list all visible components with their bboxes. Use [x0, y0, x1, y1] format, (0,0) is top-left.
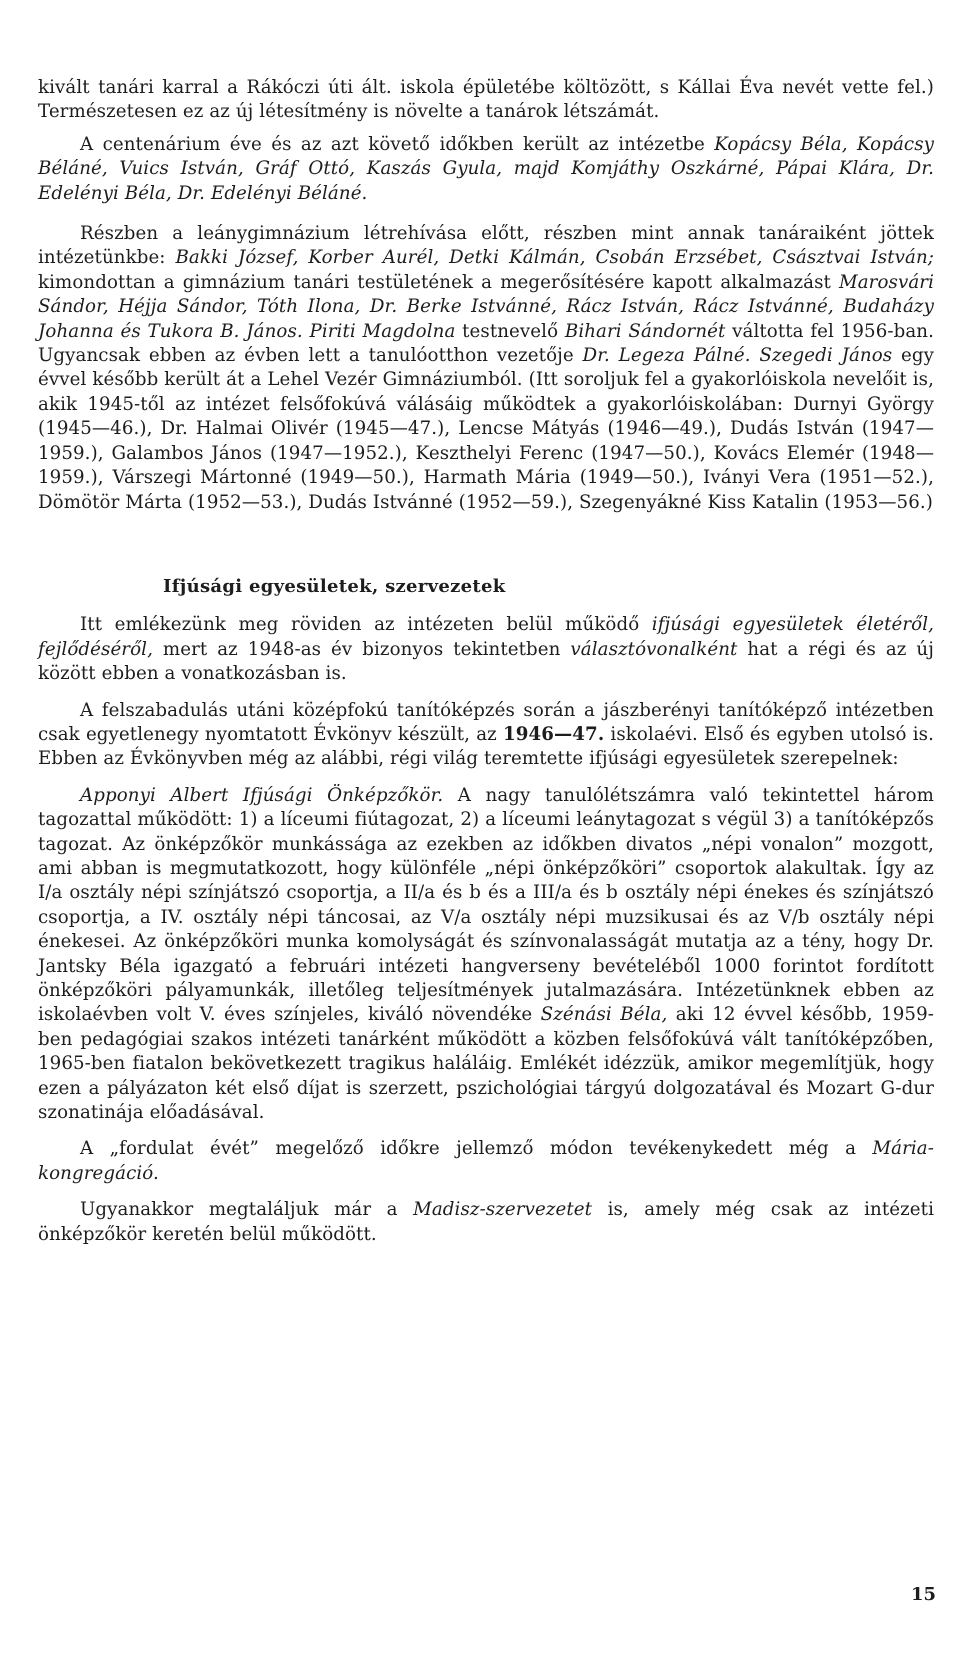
text-run: választóvonalként — [570, 638, 738, 660]
text-run: is, amely még csak az intézeti önképzőkör keretén belül működött. — [38, 1199, 934, 1245]
paragraph-4 — [38, 613, 934, 686]
paragraph-8 — [38, 1198, 934, 1247]
text-run: testnevelő — [455, 320, 565, 342]
text-run: Ugyanakkor megtaláljuk már a — [80, 1199, 414, 1221]
text-run: egy évvel később került át a Lehel Vezér Gimnáziumból. (Itt soroljuk fel a gyakorlóiskola nevelőit is, akik 1945-től az intézet felsőfokúvá válásáig működtek a gyakorlóiskolában: Durnyi György (1945—46.), Dr. Halmai Olivér (1945—47.), Lencse Mátyás (1946—49.), Dudás István (1947—1959.), Galambos János (1947—1952.), Keszthelyi Ferenc (1947—50.), Kovács Elemér (1948—1959.), Várszegi Mártonné (1949—50.), Harmath Mária (1949—50.), Iványi Vera (1951—52.), Dömötör Márta (1952—53.), Dudás Istvánné (1952—59.), Szegenyákné Kiss Katalin (1953—56.) — [38, 345, 934, 513]
text-run: váltotta fel 1956-ban. Ugyancsak ebben az évben lett a tanulóotthon vezetője — [38, 320, 934, 367]
text-run: Dr. Legeza Pálné. Szegedi János — [582, 345, 893, 367]
text-run: ifjúsági egyesületek életéről, fejlődéséről, — [38, 614, 934, 660]
text-run: iskolaévi. Első és egyben utolsó is. Ebben az Évkönyvben még az alábbi, régi világ teremtette ifjúsági egyesületek szerepelnek: — [38, 723, 934, 770]
page-number: 15 — [910, 1584, 936, 1605]
text-run: A felszabadulás utáni középfokú tanítóképzés során a jászberényi tanítóképző intézetben csak egyetlenegy nyomtatott Évkönyv készült, az — [38, 699, 934, 745]
text-run: Mária-kongregáció. — [38, 1138, 934, 1184]
text-run: Madisz-szervezetet — [413, 1199, 593, 1221]
text-run: kimondottan a gimnázium tanári testületének a megerősítésére kapott alkalmazást — [38, 271, 840, 293]
text-run: 1946—47. — [503, 723, 605, 745]
document-page — [38, 76, 934, 1247]
paragraph-7 — [38, 1137, 934, 1186]
section-title: Ifjúsági egyesületek, szervezetek — [163, 575, 506, 597]
text-run: Bakki József, Korber Aurél, Detki Kálmán, Csobán Erzsébet, Császtvai István; — [175, 247, 934, 269]
text-run: Bihari Sándornét — [564, 320, 726, 342]
paragraph-5 — [38, 699, 934, 772]
text-run: A centenárium éve és az azt követő időkben került az intézetbe — [80, 133, 715, 155]
text-run: kivált tanári karral a Rákóczi úti ált. iskola épületébe költözött, s Kállai Éva nevét vette fel.) Természetesen ez az új létesítmény is növelte a tanárok létszámát. — [38, 77, 934, 123]
text-run: mert az 1948-as év bizonyos tekintetben — [152, 638, 571, 660]
paragraph-2 — [38, 133, 934, 206]
paragraph-3 — [38, 222, 934, 515]
text-run: Szénási Béla, — [540, 1004, 668, 1026]
text-run: Kopácsy Béla, Kopácsy Béláné, Vuics István, Gráf Ottó, Kaszás Gyula, majd Komjáthy Oszkárné, Pápai Klára, Dr. Edelényi Béla, Dr. Edelényi Béláné. — [38, 133, 935, 204]
paragraph-1 — [38, 76, 934, 125]
text-run: Marosvári Sándor, Héjja Sándor, Tóth Ilona, Dr. Berke Istvánné, Rácz István, Rácz Istvánné, Budaházy Johanna és Tukora B. János. Piriti Magdolna — [38, 271, 934, 342]
text-run: A nagy tanulólétszámra való tekintettel három tagozattal működött: 1) a líceumi fiútagozat, 2) a líceumi leánytagozat s végül 3) a tanítóképzős tagozat. Az önképzőkör munkássága az ezekben az időkben divatos „népi vonalon” mozgott, ami abban is megmutatkozott, hogy különféle „népi önképzőköri” csoportok alakultak. Így az I/a osztály népi színjátszó csoportja, a II/a és b és a III/a és b osztály népi énekes és színjátszó csoportja, a IV. osztály népi táncosai, az V/a osztály népi muzsikusai és az V/b osztály népi énekesei. Az önképzőköri munka komolyságát és színvonalasságát mutatja az a tény, hogy Dr. Jantsky Béla igazgató a februári intézeti hangverseny bevételéből 1000 forintot fordított önképzőköri pályamunkák, illetőleg teljesítmények jutalmazására. Intézetünknek ebben az iskolaévben volt V. éves színjeles, kiváló növendéke — [38, 784, 935, 1026]
paragraph-6 — [38, 784, 934, 1126]
text-run: Részben a leánygimnázium létrehívása előtt, részben mint annak tanáraiként jöttek intézetünkbe: — [38, 223, 934, 269]
text-run: aki 12 évvel később, 1959-ben pedagógiai szakos intézeti tanárként működött a közben felsőfokúvá vált tanítóképzőben, 1965-ben fiatalon bekövetkezett tragikus haláláig. Emlékét idézzük, amikor megemlítjük, hogy ezen a pályázaton két első díjat is szerzett, pszichológiai tárgyú dolgozatával és Mozart G-dur szonatinája előadásával. — [38, 1004, 934, 1124]
text-run: A „fordulat évét” megelőző időkre jellemző módon tevékenykedett még a — [80, 1138, 873, 1160]
text-run: Apponyi Albert Ifjúsági Önképzőkör. — [80, 784, 444, 806]
text-run: hat a régi és az új között ebben a vonatkozásban is. — [38, 638, 934, 685]
text-run: Itt emlékezünk meg röviden az intézeten belül működő — [80, 614, 652, 636]
